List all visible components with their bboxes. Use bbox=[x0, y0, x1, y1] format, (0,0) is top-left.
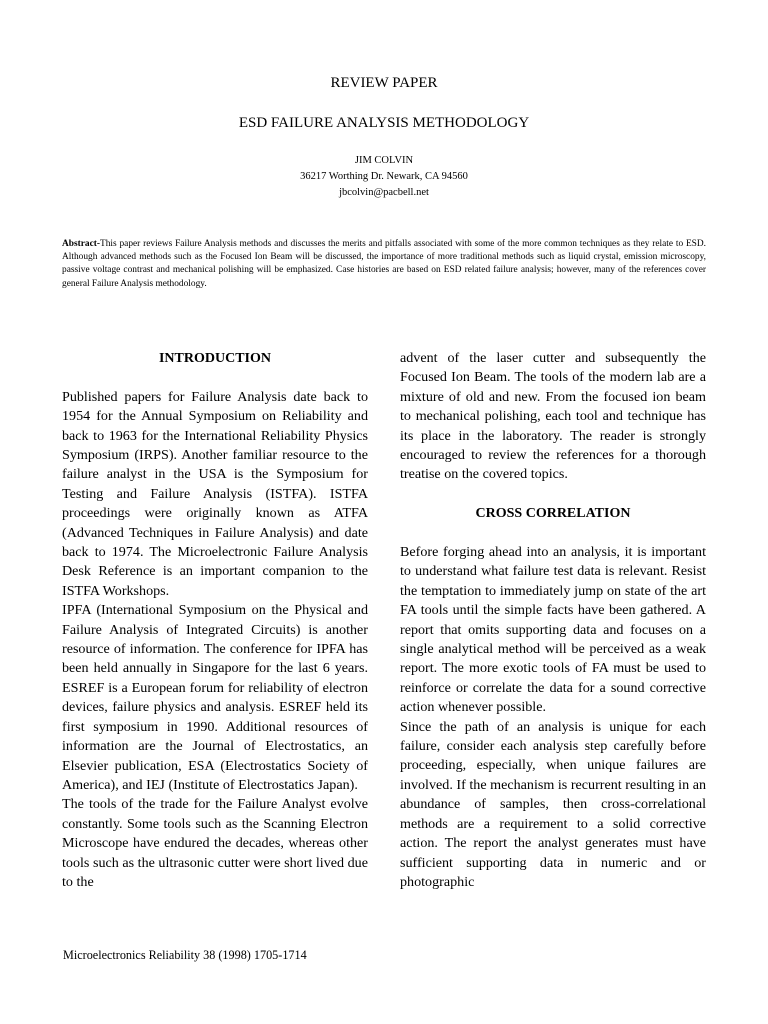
abstract-label: Abstract- bbox=[62, 239, 101, 249]
paragraph: The tools of the trade for the Failure Analyst evolve constantly. Some tools such as the Scanning Electron Microscope have endured the decades, whereas other tools such as the ultrasonic cutter were short lived due to the bbox=[62, 796, 368, 890]
right-column bbox=[400, 349, 706, 892]
abstract bbox=[62, 238, 706, 291]
author-block bbox=[0, 153, 768, 201]
paragraph-continued: advent of the laser cutter and subsequently the Focused Ion Beam. The tools of the modern lab are a mixture of old and new. From the focused ion beam to mechanical polishing, each tool and technique has its place in the laboratory. The reader is strongly encouraged to review the references for a thorough treatise on the covered topics. bbox=[400, 350, 706, 483]
paragraph: IPFA (International Symposium on the Physical and Failure Analysis of Integrated Circuits) is another resource of information. The conference for IPFA has been held annually in Singapore for the last 6 years. ESREF is a European forum for reliability of electron devices, failure physics and analysis. ESREF held its first symposium in 1990. Additional resources of information are the Journal of Electrostatics, an Elsevier publication, ESA (Electrostatics Society of America), and IEJ (Institute of Electrostatics Japan). bbox=[62, 602, 368, 793]
left-column bbox=[62, 349, 368, 892]
paper-title: ESD FAILURE ANALYSIS METHODOLOGY bbox=[238, 115, 530, 131]
author-address: 36217 Worthing Dr. Newark, CA 94560 bbox=[300, 171, 468, 182]
paragraph: Published papers for Failure Analysis date back to 1954 for the Annual Symposium on Reliability and back to 1963 for the International Reliability Physics Symposium (IRPS). Another familiar resource to the failure analyst in the USA is the Symposium for Testing and Failure Analysis (ISTFA). ISTFA proceedings were originally known as ATFA (Advanced Techniques in Failure Analysis) and date back to 1974. The Microelectronic Failure Analysis Desk Reference is an important companion to the ISTFA Workshops. bbox=[62, 388, 368, 599]
section-heading-introduction: INTRODUCTION bbox=[158, 351, 271, 366]
paragraph: Since the path of an analysis is unique for each failure, consider each analysis step carefully before proceeding, especially, when unique failures are involved. If the mechanism is recurrent resulting in an abundance of samples, then cross-correlational methods are a requirement to a solid corrective action. The report the analyst generates must have sufficient supporting data in numeric and or photographic bbox=[400, 718, 706, 890]
author-email: jbcolvin@pacbell.net bbox=[339, 187, 429, 198]
section-heading-cross-correlation: CROSS CORRELATION bbox=[475, 506, 631, 522]
abstract-text: This paper reviews Failure Analysis methods and discusses the merits and pitfalls associated with some of the more common techniques as they relate to ESD. Although advanced methods such as the Focused Ion Beam will be discussed, the importance of more traditional methods such as liquid crystal, emission microscopy, passive voltage contrast and mechanical polishing will be emphasized. Case histories are based on ESD related failure analysis; however, many of the references cover general Failure Analysis methodology. bbox=[62, 239, 706, 289]
paper-kicker: REVIEW PAPER bbox=[330, 75, 438, 91]
footer-citation: Microelectronics Reliability 38 (1998) 1705-1714 bbox=[63, 948, 307, 962]
paragraph: Before forging ahead into an analysis, it is important to understand what failure test data is relevant. Resist the temptation to immediately jump on state of the art FA tools until the simple facts have been gathered. A report that omits supporting data and focuses on a single analytical method will be perceived as a weak report. The more exotic tools of FA must be used to reinforce or correlate the data for a sound corrective action whenever possible. bbox=[400, 544, 706, 716]
author-name: JIM COLVIN bbox=[354, 155, 414, 166]
